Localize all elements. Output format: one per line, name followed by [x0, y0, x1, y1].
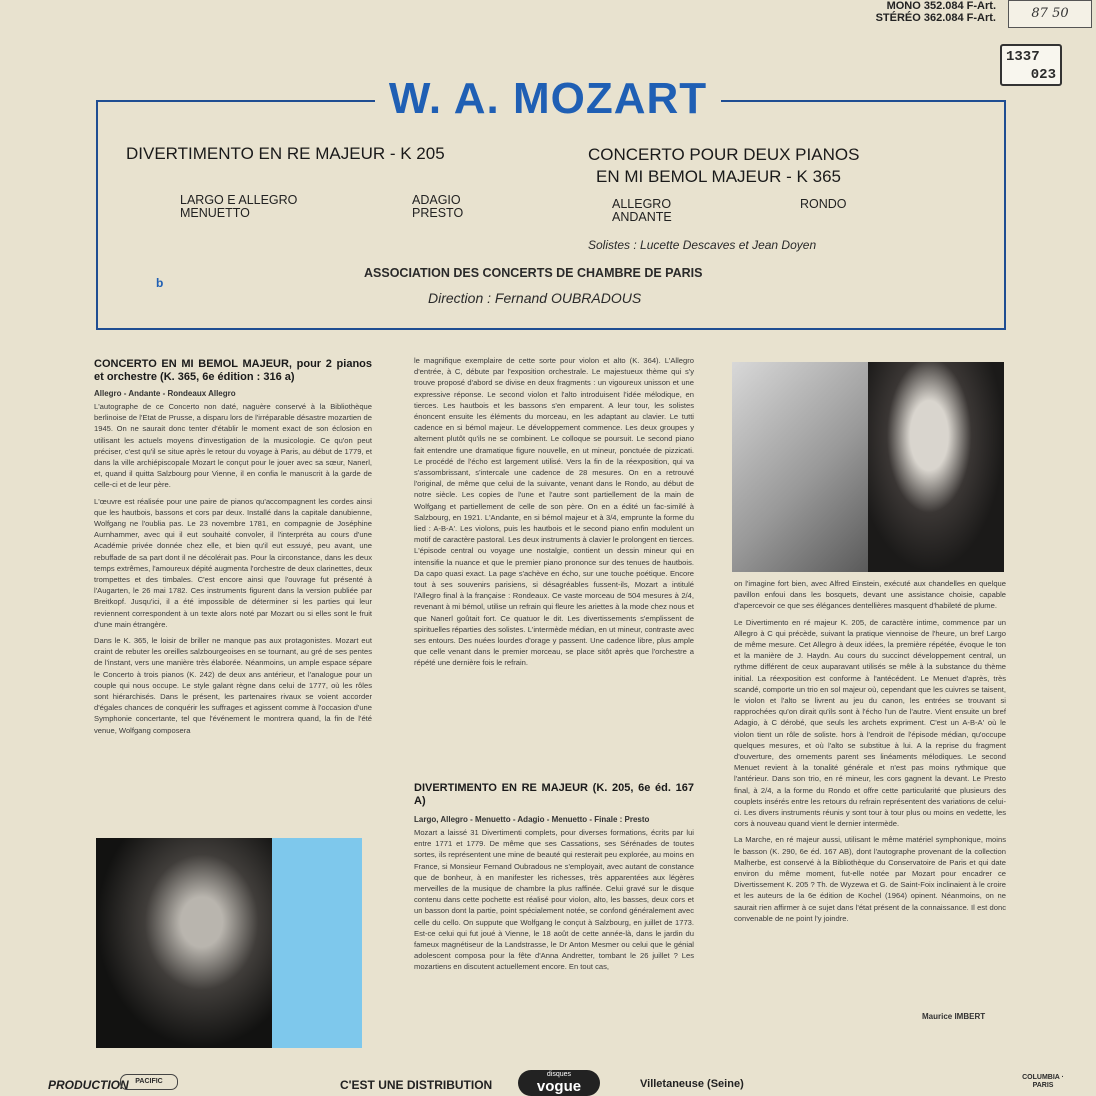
work2-movements-a — [612, 198, 672, 224]
composer-title-wrap — [0, 74, 1096, 124]
work2-movements-b — [800, 198, 847, 211]
paragraph: on l'imagine fort bien, avec Alfred Einstein, exécuté aux chandelles en quelque pavillon enfoui dans les bosquets, devant une assistance choisie, capable d'apercevoir ce que ses élégances dentellières masquent d'habileté de plume. — [734, 579, 1006, 611]
movement: ALLEGRO — [612, 197, 672, 211]
work1-title: DIVERTIMENTO EN RE MAJEUR - K 205 — [126, 144, 445, 163]
movement: MENUETTO — [180, 206, 250, 220]
movement: ADAGIO — [412, 193, 461, 207]
paragraph: le magnifique exemplaire de cette sorte pour violon et alto (K. 364). L'Allegro d'entrée, à C, débute par l'exposition orchestrale. Le majestueux thème qui s'y trouve proposé d'abord se divise en deux fragments : un vigoureux unisson et une expressive réponse. Le second violon et l'alto introduisent l'idée mélodique, en tierces. Les hautbois et les bassons s'en emparent. A leur tour, les solistes énoncent ensuite les éléments du morceau, en les adaptant au clavier. Le tutti cadence en si bémol majeur. Le développement commence. Les deux groupes y alternent plutôt qu'ils ne se combinent. Le colloque se poursuit. Le second piano fait entendre une dramatique figure nouvelle, en ut mineur, ponctuée de pizzicati. Le procédé de l'écho est largement utilisé. Vers la fin de la réexposition, qui va s'assombrissant, s'intercale une cadence de 28 mesures. On en a retrouvé l'original, de même que celui de la suivante, venant dans le Rondo, au début de notre siècle. Les copies de l'une et l'autre sont partiellement de la main de Wolfgang et partiellement de celle de son père. On en a édité un fac-similé à Salzbourg, en 1921. L'Andante, en si bémol majeur et à 3/4, emprunte la forme du lied : A-B-A'. Les violons, puis les hautbois et le second piano enfin modulent un motif de caractère pastoral. Les deux instruments à clavier le prolongent en tierces. L'épisode central ou voyage une nostalgie, contient un dessin mineur qui en intensifie la nuance et que le premier piano prononce sur des tenues de hautbois. Da capo quasi exact. La page s'achève en écho, sur une touche poétique. Encore tout à ses souvenirs parisiens, si désagréables fussent-ils, Mozart a intitulé l'Allegro final à la française : Rondeaux. Ce vaste morceau de 504 mesures à 2/4, revenant à mi bémol, utilise un refrain qui fleure les ariettes à la mode chez nous et que Nanerl goûtait fort. Ce quatuor le dit. Les divertissements s'emplissent de spirituelles réparties des solistes. L'intermède médian, en ut mineur, contraste avec ses entours. Des nuées lourdes d'orage y passent. Une cadence libre, plus ample que celle venant dans le premier morceau, se place sitôt après que l'orchestre a répété une dernière fois le refrain. — [414, 356, 694, 668]
section-heading: CONCERTO EN MI BEMOL MAJEUR, pour 2 pianos et orchestre (K. 365, 6e édition : 316 a) — [94, 358, 372, 383]
conductor-credit: Direction : Fernand OUBRADOUS — [428, 290, 642, 306]
catalog-numbers — [876, 0, 996, 24]
location-label: Villetaneuse (Seine) — [640, 1078, 744, 1090]
section-subheading: Allegro - Andante - Rondeaux Allegro — [94, 389, 236, 398]
section-subheading: Largo, Allegro - Menuetto - Adagio - Menuetto - Finale : Presto — [414, 815, 650, 824]
paragraph: Mozart a laissé 31 Divertimenti complets, pour diverses formations, écrits par lui entre 1771 et 1779. De même que ses Cassations, ses Sérénades de toutes sortes, ils représentent une mine de beauté qui resterait peu explorée, au moins en France, si Monsieur Fernand Oubradous ne s'employait, avec autant de constance que de bonheur, à en manifester les richesses, très apparentées aux légères merveilles de la musique de chambre la plus raffinée. Celui gravé sur le disque contenu dans cette pochette est réalisé pour violon, alto, les basses, deux cors et un basson dont la partie, point spécialement notée, se confond généralement avec celle du cello. On suppute que Wolfgang le conçut à Salzbourg, en juillet de 1773. Est-ce celui qui fut joué à Vienne, le 18 août de cette année-là, dans le jardin du fameux magnétiseur de la Landstrasse, le Dr Anton Mesmer ou celui que le génial adolescent composa pour la fête d'Anna Andretter, tombant le 26 juillet ? Les mozartiens en discutent actuellement encore. En tout cas, — [414, 828, 694, 972]
photo-blue-panel — [732, 362, 868, 572]
liner-notes-column-3 — [734, 578, 1006, 984]
stereo-ref: STÉRÉO 362.084 F-Art. — [875, 12, 996, 24]
paragraph: L'autographe de ce Concerto non daté, naguère conservé à la Bibliothèque berlinoise de l'Etat de Prusse, a disparu lors de l'irréparable désastre mozartien de 1945. On ne saurait donc tenter d'établir le moment exact de son éclosion en utilisant les actuels moyens d'investigation de la musicologie. Ce qu'on peut préciser, c'est qu'il se situe après le retour du voyage à Paris, au début de 1779, et dans la ville archiépiscopale Mozart le conçut pour le jouer avec sa sœur, Nanerl, et, quand il quitta Salzbourg pour Vienne, il en confia le manuscrit à la garde de celle-ci et de leur père. — [94, 402, 372, 490]
work1-movements-a — [180, 194, 297, 220]
portrait-image — [96, 838, 272, 1048]
production-label: PRODUCTION — [48, 1078, 129, 1092]
movement: RONDO — [800, 197, 847, 211]
paragraph: Le Divertimento en ré majeur K. 205, de caractère intime, commence par un Allegro à C qui précède, suivant la pratique viennoise de l'heure, un bref Largo de même mesure. Cet Allegro à deux idées, la première répétée, évoque le ton et la manière de J. Haydn. Au cours du succinct développement central, un rythme différent de ceux auparavant utilisés se mêle à la substance du thème initial. La réexposition est conforme à l'antécédent. Le Menuet d'après, très scandé, comporte un trio en sol majeur où, cependant que les cuivres se taisent, le violon et l'alto se livrent au jeu du canon, les entrées se trouvant si rapprochées qu'on dirait qu'ils sont à l'écho l'un de l'autre. Vient ensuite un bref Adagio, à C dérobé, que seuls les archets expriment. C'est un A-B-A' où le violon tient un rôle de soliste. hors à l'endroit de l'épisode médian, qu'occupe quelques mesures, et où l'alto se substitue à lui. A la reprise du fragment d'ouverture, des ornements parent ses linéaments mélodiques. Le second Menuet revient à la tonalité générale et n'est pas moins rythmique que l'antérieur. Dans son trio, en ré mineur, les cors gagnent la devant. Le Presto final, à 2/4, a la forme du Rondo et offre cette particularité que plusieurs des couplets insérés entre les retours du refrain représentent des variations de celui-ci. Les divers instruments réunis y sont tour à tour plus ou moins en vedette, les cors à nouveau quand vient le dernier intermède. — [734, 617, 1006, 829]
vogue-logo-word: vogue — [536, 1078, 582, 1095]
sticker-line-1: 1337 — [1006, 49, 1040, 65]
movement: LARGO E ALLEGRO — [180, 193, 298, 207]
sticker-line-2: 023 — [1030, 67, 1056, 83]
label-logo: COLUMBIA · PARIS — [1022, 1074, 1064, 1089]
work2-title — [588, 144, 859, 188]
author-signature: Maurice IMBERT — [922, 1012, 986, 1021]
conductor-photo — [96, 838, 362, 1048]
small-mark: b — [156, 276, 164, 290]
soloists: Solistes : Lucette Descaves et Jean Doyen — [588, 238, 817, 252]
paragraph: Dans le K. 365, le loisir de briller ne manque pas aux protagonistes. Mozart eut craint de rebuter les oreilles salzbourgeoises en se tournant, au gré de ses pentes de l'instant, vers une manière très élaborée. Néanmoins, un ample espace sépare le Concerto à trois pianos (K. 242) de deux ans antérieur, et l'analogue pour un couple qui nous occupe. Le style galant règne dans celui de 1777, où les rôles sont hiérarchisés. Dans le présent, les partenaires rivaux se voient accorder d'égales chances de conquérir les suffrages et agissent comme à l'occasion d'une Symphonie concertante, tel que l'événement le montrera quand, la fin de l'été venue, Wolfgang composera — [94, 636, 372, 735]
work2-title-line2: EN MI BEMOL MAJEUR - K 365 — [596, 167, 841, 186]
movement: PRESTO — [412, 206, 464, 220]
mono-ref: MONO 352.084 F-Art. — [886, 0, 996, 12]
paragraph: L'œuvre est réalisée pour une paire de pianos qu'accompagnent les cordes ainsi que les hautbois, bassons et cors par deux. Installé dans la capitale danubienne, Wolfgang ne l'oublia pas. Le 23 novembre 1781, en compagnie de Joséphine Aurnhammer, avec qui il eut souhaité convoler, il l'interpréta au cours d'une Académie privée donnée chez elle, et bien qu'il eut essuyé, peu avant, une rebuffade de sa part dont il ne décolérait pas. Pour la circonstance, dans les deux temps extrêmes, l'amoureux dépité augmenta l'orchestre de deux clarinettes, deux trompettes et des timbales. C'est encore ainsi que l'ouvrage fut présenté à l'Augarten, le 26 mai 1782. Ces instruments figurent dans la version publiée par Breitkopf. Jusqu'ici, il a été impossible de déterminer si les parties qui leur reviennent correspondent à un texte alors noté par Mozart ou si elles sont le fruit d'une main étrangère. — [94, 496, 372, 629]
soloist-photo — [732, 362, 1004, 572]
liner-notes-column-2b — [414, 782, 694, 1052]
vogue-logo — [518, 1070, 600, 1096]
section-heading: DIVERTIMENTO EN RE MAJEUR (K. 205, 6e éd. 167 A) — [414, 782, 694, 807]
pacific-logo: PACIFIC — [120, 1074, 178, 1090]
composer-title: W. A. MOZART — [375, 74, 721, 123]
handwritten-price: 87 50 — [1008, 0, 1092, 28]
distribution-label: C'EST UNE DISTRIBUTION — [340, 1078, 493, 1092]
work1-movements-b — [412, 194, 463, 220]
vogue-logo-top: disques — [546, 1071, 572, 1078]
movement: ANDANTE — [612, 210, 672, 224]
work2-title-line1: CONCERTO POUR DEUX PIANOS — [588, 145, 860, 164]
ensemble-name: ASSOCIATION DES CONCERTS DE CHAMBRE DE PARIS — [364, 266, 703, 280]
liner-notes-column-2 — [414, 355, 694, 773]
paragraph: La Marche, en ré majeur aussi, utilisant le même matériel symphonique, moins le basson (K. 290, 6e éd. 167 AB), dont l'autographe provenant de la collection Malherbe, est conservé à la Bibliothèque du Conservatoire de Paris et qui date environ du même moment, fut-elle notée par Mozart pour encadrer ce Divertissement K. 205 ? Th. de Wyzewa et G. de Saint-Foix inclinaient à le croire et les auteurs de la 6e édition de Kochel (1964) opinent. Néanmoins, on ne saurait rien affirmer à ce sujet dans l'état présent de la connaissance. Il est donc convenable de ne point l'y joindre. — [734, 835, 1006, 923]
portrait-image — [868, 362, 1004, 572]
liner-notes-column-1 — [94, 358, 372, 830]
